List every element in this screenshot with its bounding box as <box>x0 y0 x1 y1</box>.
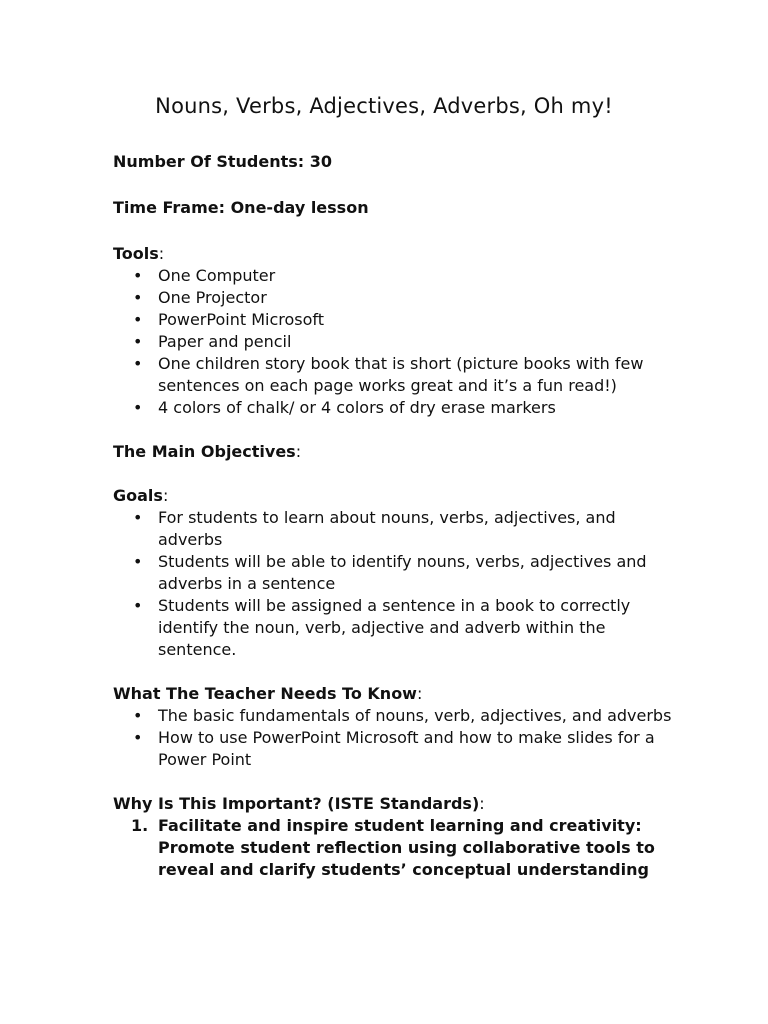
list-item: • PowerPoint Microsoft <box>113 309 673 331</box>
list-number: 1. <box>131 816 149 835</box>
goals-list <box>113 507 673 661</box>
document-body <box>113 151 673 881</box>
teacher-needs-heading: What The Teacher Needs To Know: <box>113 684 423 703</box>
list-item: • The basic fundamentals of nouns, verb, adjectives, and adverbs <box>113 705 673 727</box>
list-item: • How to use PowerPoint Microsoft and how to make slides for a Power Point <box>113 727 673 771</box>
document-title: Nouns, Verbs, Adjectives, Adverbs, Oh my! <box>155 94 613 118</box>
tools-heading: Tools: <box>113 244 165 263</box>
tools-list <box>113 265 673 419</box>
list-item: • Students will be assigned a sentence in a book to correctly identify the noun, verb, adjective and adverb within the sentence. <box>113 595 673 661</box>
teacher-needs-list <box>113 705 673 771</box>
list-item: • One children story book that is short (picture books with few sentences on each page works great and it’s a fun read!) <box>113 353 673 397</box>
standard-text: Facilitate and inspire student learning and creativity: Promote student reflection using collaborative tools to reveal and clarify students’ conceptual understanding <box>158 816 655 879</box>
list-item: • Students will be able to identify nouns, verbs, adjectives and adverbs in a sentence <box>113 551 673 595</box>
list-item: • One Computer <box>113 265 673 287</box>
main-objectives-heading: The Main Objectives: <box>113 442 302 461</box>
list-item: • Paper and pencil <box>113 331 673 353</box>
list-item: • 4 colors of chalk/ or 4 colors of dry erase markers <box>113 397 673 419</box>
importance-heading: Why Is This Important? (ISTE Standards): <box>113 794 485 813</box>
list-item: • For students to learn about nouns, verbs, adjectives, and adverbs <box>113 507 673 551</box>
list-item <box>113 815 673 881</box>
iste-standards-list <box>113 815 673 881</box>
list-item: • One Projector <box>113 287 673 309</box>
goals-heading: Goals: <box>113 486 169 505</box>
number-of-students: Number Of Students: 30 <box>113 152 333 171</box>
time-frame: Time Frame: One-day lesson <box>113 198 369 217</box>
